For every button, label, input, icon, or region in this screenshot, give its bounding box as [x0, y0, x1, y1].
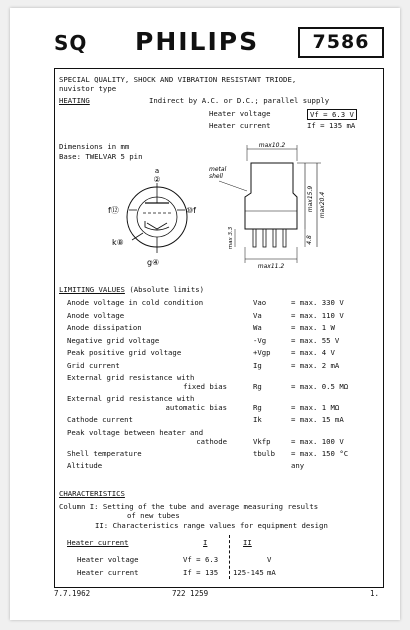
limiting-row-symbol: Rg: [253, 382, 262, 391]
datasheet-content: [54, 68, 384, 588]
pin-k-label: k⑧: [112, 238, 124, 247]
dim-left-label: max 3.3: [228, 226, 234, 250]
heater-current-heading: Heater current: [67, 538, 129, 547]
heating-supply: Indirect by A.C. or D.C.; parallel supply: [149, 96, 330, 105]
footer-page-number: 1.: [370, 589, 380, 598]
pin-f-right-label: ⑩f: [186, 206, 196, 215]
pin-1: [253, 229, 256, 247]
pin-a-number: ②: [153, 175, 161, 184]
limiting-row-value: any: [291, 461, 305, 470]
limiting-row-symbol: Ik: [253, 415, 262, 424]
dim-height-2-label: max20.4: [319, 191, 326, 219]
limiting-row-label: Cathode current: [67, 415, 133, 424]
heater-current-label: Heater current: [209, 121, 271, 130]
limiting-row-value: = max. 15 mA: [291, 415, 344, 424]
pin-a-label: a: [154, 167, 160, 175]
limiting-row-symbol: Ig: [253, 360, 262, 370]
title-line-1: SPECIAL QUALITY, SHOCK AND VIBRATION RESISTANT TRIODE,: [59, 75, 297, 84]
char-heater-voltage-unit: V: [267, 555, 272, 564]
limiting-row-symbol: Wa: [253, 323, 262, 332]
heater-current-value: If = 135 mA: [307, 121, 356, 130]
limiting-row-label: Altitude: [67, 461, 103, 470]
limiting-row-label: Anode voltage in cold condition: [67, 298, 204, 307]
dimensions-note: Dimensions in mm: [59, 142, 130, 151]
metal-shell-leader: [219, 181, 247, 191]
characteristics-col1: Column I: Setting of the tube and average measuring results: [59, 502, 319, 511]
footer-date: 7.7.1962: [54, 589, 91, 598]
limiting-row-value: = max. 110 V: [291, 310, 344, 320]
limiting-row-symbol: tbulb: [253, 448, 275, 458]
limiting-values-section: [59, 285, 204, 294]
characteristics-heading: CHARACTERISTICS: [59, 489, 125, 498]
char-heater-current-label: Heater current: [77, 568, 139, 577]
pin-diagram: [107, 165, 207, 275]
limiting-row-value: = max. 4 V: [291, 348, 335, 357]
char-heater-current-range: 125-145: [233, 568, 264, 577]
title-line-2: nuvistor type: [59, 84, 117, 93]
limiting-row-label: Negative grid voltage: [67, 335, 160, 345]
limiting-row-symbol: Vkfp: [253, 436, 271, 446]
limiting-row-label-cont: automatic bias: [165, 403, 227, 412]
dim-height-1-label: max15.9: [307, 185, 314, 213]
limiting-row-symbol: Vao: [253, 298, 267, 307]
char-heater-current-symbol: If = 135: [183, 568, 219, 577]
pin-3: [273, 229, 276, 247]
limiting-row-label: External grid resistance with: [67, 394, 195, 403]
page-header: [10, 8, 400, 68]
datasheet-page: [10, 8, 400, 620]
characteristics-col2: II: Characteristics range values for equipment design: [95, 521, 328, 530]
limiting-values-heading: LIMITING VALUES: [59, 285, 125, 294]
column-separator: [229, 535, 230, 579]
base-note: Base: TWELVAR 5 pin: [59, 152, 143, 161]
column-ii-label: II: [243, 538, 252, 547]
pin-f-left-label: f⑫: [108, 206, 119, 215]
limiting-row-label-cont: fixed bias: [183, 382, 227, 391]
limiting-row-label-cont: cathode: [196, 436, 227, 446]
limiting-row-symbol: +Vgp: [253, 348, 271, 357]
limiting-row-value: = max. 0.5 MΩ: [291, 382, 349, 391]
limiting-row-value: = max. 1 W: [291, 323, 335, 332]
sq-label: SQ: [54, 31, 88, 55]
heater-voltage-value: Vf = 6.3 V: [307, 109, 357, 120]
limiting-row-value: = max. 55 V: [291, 335, 340, 345]
limiting-row-label: Peak voltage between heater and: [67, 427, 204, 437]
column-i-label: I: [203, 538, 208, 547]
limiting-row-label: Peak positive grid voltage: [67, 348, 182, 357]
dim-bottom-label: max11.2: [257, 263, 285, 270]
pin-g-label: g④: [147, 258, 160, 267]
heating-heading: HEATING: [59, 96, 90, 105]
limiting-row-symbol: Va: [253, 310, 262, 320]
limiting-row-label: Grid current: [67, 360, 120, 370]
limiting-row-label: Anode dissipation: [67, 323, 142, 332]
limiting-row-value: = max. 1 MΩ: [291, 403, 340, 412]
heater-symbol: [147, 223, 167, 229]
limiting-values-note: (Absolute limits): [129, 285, 204, 294]
limiting-row-value: = max. 150 °C: [291, 448, 349, 458]
heater-voltage-label: Heater voltage: [209, 109, 271, 118]
brand-logo: PHILIPS: [135, 27, 260, 56]
limiting-row-value: = max. 330 V: [291, 298, 344, 307]
pin-2: [263, 229, 266, 247]
type-number-box: 7586: [298, 27, 384, 58]
pin-4: [283, 229, 286, 247]
limiting-row-label: External grid resistance with: [67, 373, 195, 382]
limiting-row-label: Anode voltage: [67, 310, 125, 320]
footer-code: 722 1259: [172, 589, 209, 598]
dim-top-label: max10.2: [258, 142, 286, 149]
char-heater-voltage-symbol: Vf = 6.3: [183, 555, 219, 564]
metal-shell-label: metal shell: [209, 166, 227, 180]
limiting-row-value: = max. 2 mA: [291, 360, 340, 370]
dim-right-label: 4.8: [306, 235, 313, 245]
limiting-row-label: Shell temperature: [67, 448, 142, 458]
outline-drawing: [205, 141, 335, 281]
limiting-row-symbol: Rg: [253, 403, 262, 412]
char-heater-voltage-label: Heater voltage: [77, 555, 139, 564]
char-heater-current-unit: mA: [267, 568, 276, 577]
limiting-row-symbol: -Vg: [253, 335, 267, 345]
characteristics-col1-cont: of new tubes: [127, 511, 180, 520]
metal-shell-outline: [245, 163, 297, 229]
limiting-row-value: = max. 100 V: [291, 436, 344, 446]
